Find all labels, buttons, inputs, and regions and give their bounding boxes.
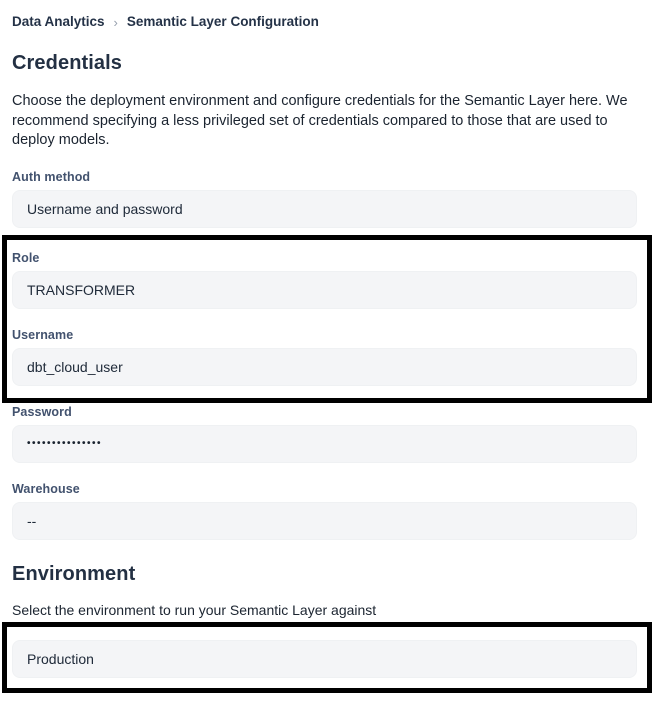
highlight-box-environment <box>2 622 652 693</box>
warehouse-field <box>12 482 637 540</box>
environment-select[interactable]: Production <box>12 640 637 678</box>
password-input[interactable]: ••••••••••••••• <box>12 425 637 463</box>
role-field <box>12 251 637 309</box>
highlight-box-role-username <box>2 235 652 403</box>
environment-section-title: Environment <box>12 562 136 585</box>
chevron-right-icon: › <box>113 15 118 30</box>
credentials-description: Choose the deployment environment and configure credentials for the Semantic Layer here. We recommend specifying a less privileged set of credentials compared to those that are used to deploy models. <box>12 93 628 148</box>
breadcrumb <box>12 14 637 29</box>
auth-method-input[interactable]: Username and password <box>12 190 637 228</box>
auth-method-label: Auth method <box>12 169 91 184</box>
breadcrumb-item-data-analytics[interactable]: Data Analytics <box>12 14 105 29</box>
warehouse-input[interactable]: -- <box>12 502 637 540</box>
warehouse-label: Warehouse <box>12 481 80 496</box>
password-field <box>12 405 637 463</box>
username-input[interactable]: dbt_cloud_user <box>12 348 637 386</box>
role-label: Role <box>12 250 40 265</box>
username-label: Username <box>12 327 74 342</box>
password-label: Password <box>12 404 72 419</box>
credentials-section-title: Credentials <box>12 52 123 74</box>
role-input[interactable]: TRANSFORMER <box>12 271 637 309</box>
breadcrumb-item-semantic-layer-configuration[interactable]: Semantic Layer Configuration <box>126 14 319 29</box>
username-field <box>12 328 637 386</box>
auth-method-field <box>12 170 637 228</box>
environment-description: Select the environment to run your Semantic Layer against <box>12 601 377 618</box>
